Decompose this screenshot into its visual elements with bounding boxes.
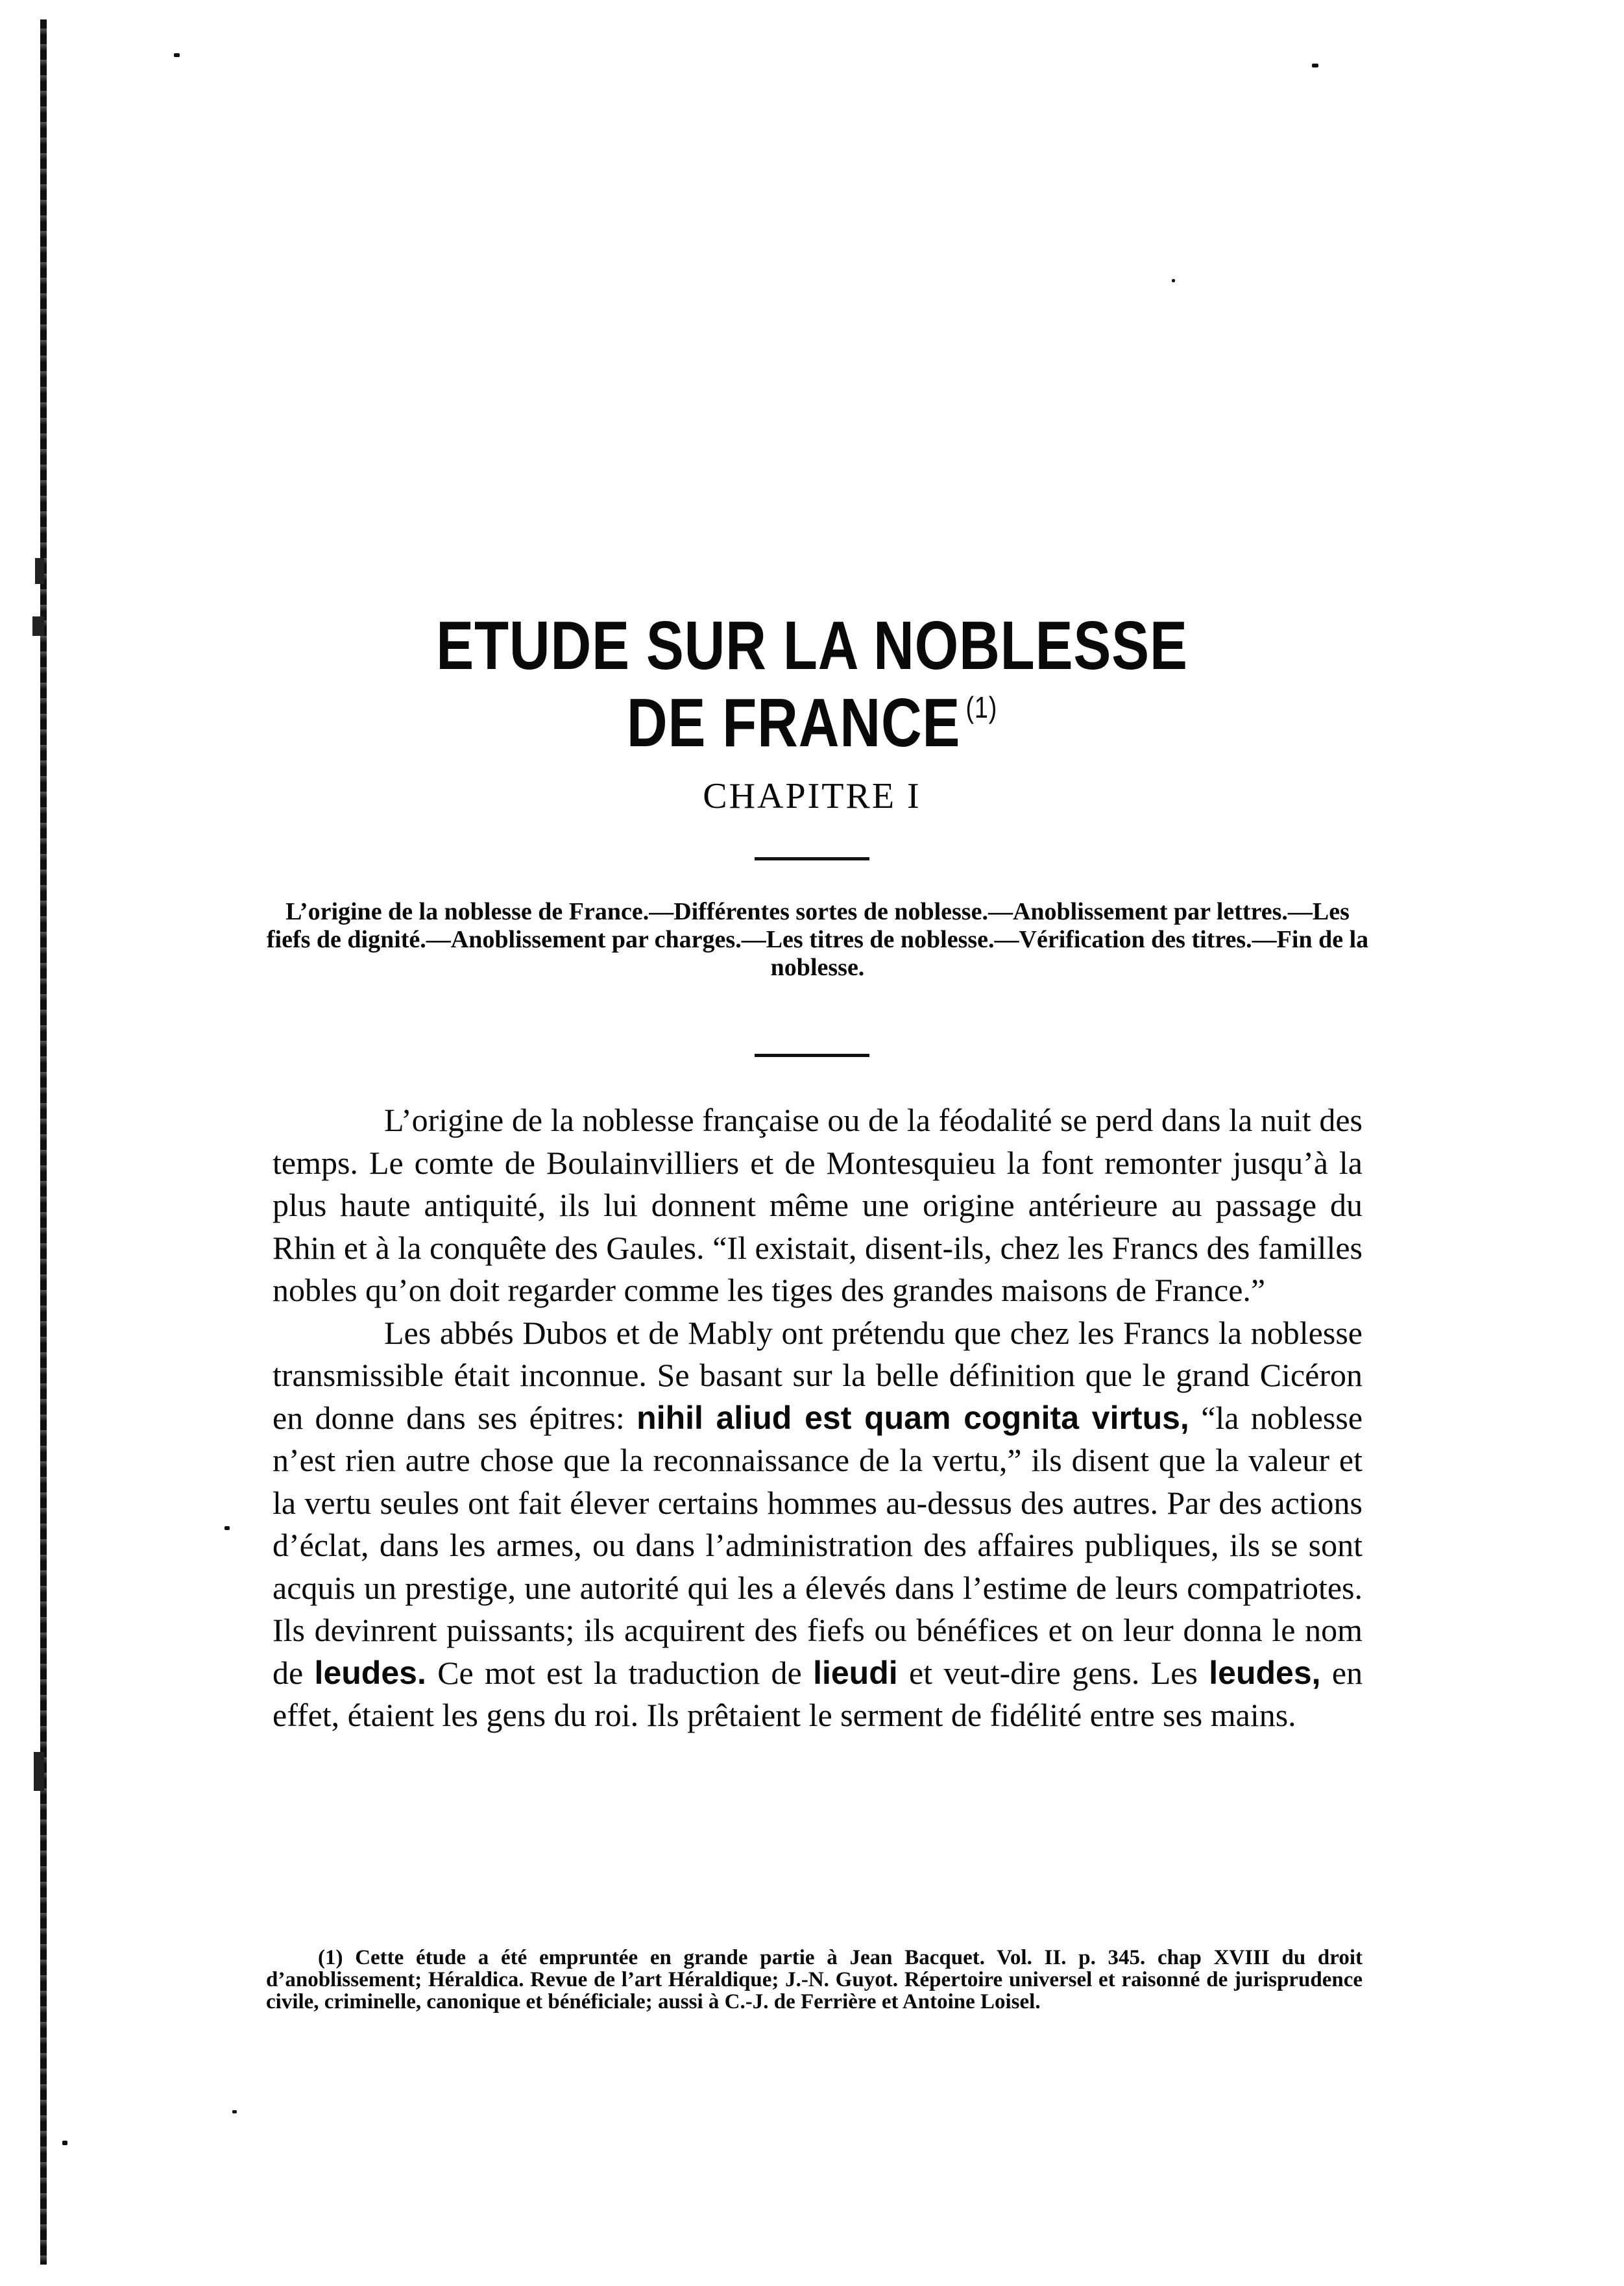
paragraph-text: Ce mot est la traduction de xyxy=(437,1654,802,1691)
binding-edge xyxy=(40,19,47,2265)
binding-mark xyxy=(34,1752,44,1791)
paragraph-text: et veut-dire gens. xyxy=(908,1654,1140,1691)
page-title-line-2 xyxy=(146,685,1477,761)
paragraph-text: en effet, étaient les gens du roi. Ils prêtaient le serment de fidélité entre ses mains. xyxy=(273,1654,1363,1733)
body-text xyxy=(273,1099,1363,1737)
paragraph xyxy=(273,1312,1363,1737)
paragraph-text: Les xyxy=(1150,1654,1198,1691)
emphasized-term: leudes, xyxy=(1209,1654,1321,1691)
chapter-heading: CHAPITRE I xyxy=(703,776,921,816)
speck xyxy=(224,1526,230,1530)
paragraph-text: “la noblesse n’est rien autre chose que la reconnaissance de la vertu,” ils disent que la valeur et la vertu seules ont fait élever certains hommes au-dessus des autres. Par des actions d’éclat, dans les armes, ou dans l’administration des affaires publiques, ils se sont acquis un prestige, une autorité qui les a élevés dans l’estime de leurs compatriotes. Ils devinrent puissants; ils acquirent des fiefs ou bénéfices et on leur donna le nom de xyxy=(273,1399,1363,1691)
speck xyxy=(174,53,180,57)
binding-mark xyxy=(35,558,44,584)
emphasized-term: lieudi xyxy=(813,1654,898,1691)
emphasized-term: leudes. xyxy=(314,1654,426,1691)
footnote-reference: (1) xyxy=(965,690,998,724)
footnote: (1) Cette étude a été empruntée en grande partie à Jean Bacquet. Vol. II. p. 345. chap XVIII du droit d’anoblissement; Héraldica. Revue de l’art Héraldique; J.-N. Guyot. Répertoire universel et raisonné de jurisprudence civile, criminelle, canonique et bénéficiale; aussi à C.-J. de Ferrière et Antoine Loisel. xyxy=(266,1946,1363,2013)
paragraph: L’origine de la noblesse française ou de la féodalité se perd dans la nuit des temps. Le comte de Boulainvilliers et de Montesquieu la font remonter jusqu’à la plus haute antiquité, ils lui donnent même une origine antérieure au passage du Rhin et à la conquête des Gaules. “Il existait, disent-ils, chez les Francs des familles nobles qu’on doit regarder comme les tiges des grandes maisons de France.” xyxy=(273,1102,1363,1308)
page-title-line-1: ETUDE SUR LA NOBLESSE xyxy=(436,607,1188,684)
divider-rule xyxy=(755,1054,869,1057)
speck xyxy=(1312,64,1318,67)
speck xyxy=(1172,279,1175,282)
speck xyxy=(62,2141,67,2145)
paragraph-text: Les abbés Dubos et de Mably ont prétendu que chez les Francs la noblesse transmissible était inconnue. Se basant sur la belle définition que le grand Cicéron en donne dans ses épitres: xyxy=(273,1314,1363,1436)
binding-mark xyxy=(32,616,44,636)
latin-quotation: nihil aliud est quam cognita virtus, xyxy=(636,1399,1189,1436)
chapter-summary: L’origine de la noblesse de France.—Différentes sortes de noblesse.—Anoblissement par lettres.—Les fiefs de dignité.—Anoblissement par charges.—Les titres de noblesse.—Vérification des titres.—Fin de la noblesse. xyxy=(266,898,1369,981)
speck xyxy=(232,2110,237,2113)
page-title-text: DE FRANCE xyxy=(626,685,961,761)
divider-rule xyxy=(755,857,869,860)
